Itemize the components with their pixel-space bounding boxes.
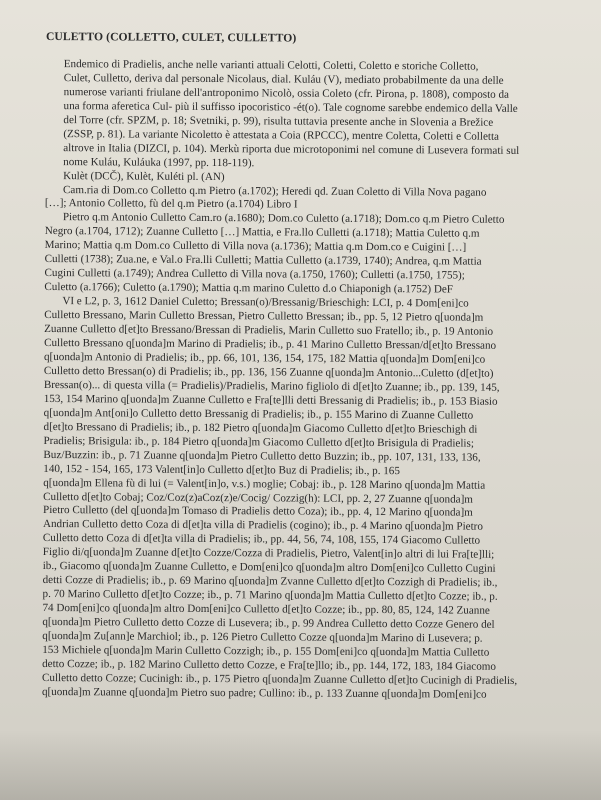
- page-shadow: [0, 730, 601, 800]
- text-line: d[et]to Bressano di Pradielis; ib., p. 182 Pietro q[uonda]m Giacomo Culletto d[et]to Brieschigh di: [43, 420, 478, 436]
- text-line: Culletto d[et]to Cobaj; Coz/Coz(z)aCoz(z)e/Cocig/ Cozzig(h): LCI, pp. 2, 27 Zuanne q[uonda]m: [43, 490, 473, 506]
- text-line: Cam.ria di Dom.co Colletto q.m Pietro (a.1702); Heredi qd. Zuan Coletto di Villa Nova pagano: [62, 183, 487, 199]
- text-line: detti Cozze di Pradielis; ib., p. 69 Marino q[uonda]m Zvanne Culletto d[et]to Cozzigh di Pradielis; ib.,: [42, 574, 498, 589]
- intro-line: una forma aferetica Cul- più il suffisso ipocoristico -ét(o). Tale cognome sarebbe endemico della Valle: [63, 99, 518, 115]
- attestations-paragraph: [42, 170, 565, 703]
- text-line: Pradielis; Brisigula: ib., p. 184 Pietro q[uonda]m Giacomo Culletto d[et]to Brisigula di Pradielis;: [43, 434, 474, 450]
- dictionary-entry: [42, 30, 566, 703]
- text-line: 74 Dom[eni]co q[uonda]m altro Dom[eni]co Culletto d[et]to Cozze; ib., pp. 80, 85, 124, 142 Zuanne: [42, 602, 490, 617]
- entry-heading: CULETTO (COLLETTO, CULET, CULLETTO): [45, 30, 297, 45]
- intro-line: Endemico di Pradielis, anche nelle varianti attuali Celotti, Coletti, Coletto e storiche Colletto,: [63, 58, 479, 73]
- text-line: p. 70 Marino Culletto d[et]to Cozze; ib., p. 71 Marino q[uonda]m Mattia Culletto d[et]to Cozze; ib., p.: [42, 588, 498, 603]
- text-line: Figlio di/q[uonda]m Zuanne d[et]to Cozze/Cozza di Pradielis, Pietro, Valent[in]o altri di lui Fra[te]lli;: [42, 546, 495, 562]
- text-line: q[uonda]m Ellena fù di lui (= Valent[in]o, v.s.) moglie; Cobaj: ib., p. 128 Marino q[uonda]m Mattia: [43, 476, 486, 492]
- intro-line: del Torre (cfr. SPZM, p. 18; Svetniki, p. 99), risulta tuttavia presente anche in Slovenia a Brežice: [63, 113, 494, 129]
- text-line: q[uonda]m Pietro Culletto detto Cozze di Lusevera; ib., p. 99 Andrea Culletto detto Cozze Genero del: [42, 616, 495, 631]
- text-line: Culletto detto Bressan(o) di Pradielis; ib., pp. 136, 156 Zuanne q[uonda]m Antonio...Culetto (d[et]to): [43, 364, 494, 380]
- text-line: q[uonda]m Ant[oni]o Culletto detto Bressanig di Pradielis; ib., p. 155 Marino di Zuanne Culletto: [43, 406, 474, 422]
- text-line: Cugini Culletti (a.1749); Andrea Culletto di Villa nova (a.1750, 1760); Culletti (a.1750, 1755);: [44, 267, 465, 282]
- intro-line: numerose varianti friulane dell'antroponimo Nicolò, ossia Coleto (cfr. Pirona, p. 1808), composto da: [63, 85, 509, 101]
- text-line: Negro (a.1704, 1712); Zuanne Culletto […] Mattia, e Fra.llo Culletti (a.1718); Mattia Culetto q.m: [44, 225, 480, 241]
- text-line: Andrian Culletto detto Coza di d[et]ta villa di Pradielis (cogino); ib., p. 4 Marino q[uonda]m Pietro: [42, 518, 483, 534]
- text-line: VI e L2, p. 3, 1612 Daniel Culetto; Bressan(o)/Bressanig/Brieschigh: LCI, p. 4 Dom[eni]co: [62, 295, 469, 310]
- text-line: Culletti (1738); Zua.ne, e Val.o Fra.lli Culletti; Mattia Culletto (a.1739, 1740); Andrea, q.m Mattia: [44, 253, 482, 268]
- text-line: detto Cozze; ib., p. 182 Marino Culletto detto Cozze, e Fra[te]llo; ib., pp. 144, 172, 183, 184 Giacomo: [42, 657, 496, 673]
- text-line: q[uonda]m Zu[ann]e Marchiol; ib., p. 126 Pietro Culletto Cozze q[uonda]m Marino di Lusevera; p.: [42, 630, 483, 645]
- text-line: Culletto Bressano, Marin Culletto Bressan, Pietro Culletto Bressan; ib., pp. 5, 12 Pietro q[uonda]m: [44, 309, 484, 324]
- text-line: ib., Giacomo q[uonda]m Zuanne Culletto, e Dom[eni]co q[uonda]m altro Dom[eni]co Culletto Cugini: [42, 560, 496, 576]
- text-line: Culetto (a.1766); Culetto (a.1790); Mattia q.m marino Culetto d.o Chiaponigh (a.1752) DeF: [44, 281, 454, 296]
- intro-line: (ZSSP, p. 81). La variante Nicoletto è attestata a Coia (RPCCC), mentre Coletta, Coletti e Colletta: [63, 127, 500, 143]
- text-line: Pietro q.m Antonio Culletto Cam.ro (a.1680); Dom.co Culetto (a.1718); Dom.co q.m Pietro Culetto: [62, 211, 505, 227]
- text-line: 153 Michiele q[uonda]m Marin Culletto Cozzigh; ib., p. 155 Dom[eni]co q[uonda]m Mattia Culletto: [42, 643, 490, 659]
- text-line: Culletto detto Cozze; Cucinigh: ib., p. 175 Pietro q[uonda]m Zuanne Culletto d[et]to Cucinigh di Pradielis,: [42, 671, 518, 687]
- text-line: 153, 154 Marino q[uonda]m Zuanne Culletto e Fra[te]lli detti Bressanig di Pradielis; ib., p. 153 Biasio: [43, 392, 498, 408]
- text-line: 140, 152 - 154, 165, 173 Valent[in]o Culletto d[et]to Buz di Pradielis; ib., p. 165: [43, 462, 400, 477]
- text-line: Buz/Buzzin: ib., p. 71 Zuanne q[uonda]m Pietro Culletto detto Buzzin; ib., pp. 107, 131, 133, 136,: [43, 448, 481, 464]
- text-line: q[uonda]m Zuanne q[uonda]m Pietro suo padre; Cullino: ib., p. 133 Zuanne q[uonda]m Dom[eni]co: [41, 685, 487, 701]
- intro-line: nome Kuláu, Kuláuka (1997, pp. 118-119).: [63, 155, 255, 169]
- text-line: […]; Antonio Colletto, fù del q.m Pietro (a.1704) Libro I: [44, 197, 298, 212]
- text-line: Culletto Bressano q[uonda]m Marino di Pradielis; ib., p. 41 Marino Culletto Bressan/d[et]to Bressano: [44, 337, 497, 352]
- intro-line: altrove in Italia (DIZCI, p. 104). Merkù riporta due microtoponimi nel comune di Lusevera formati sul: [63, 141, 520, 157]
- text-line: Culletto detto Coza di d[et]ta villa di Pradielis; ib., pp. 44, 56, 74, 108, 155, 174 Giacomo Culletto: [42, 532, 481, 548]
- text-line: Kulèt (DCČ), Kulèt, Kuléti pl. (AN): [63, 169, 225, 183]
- text-line: Bressan(o)... di questa villa (= Pradielis)/Pradielis, Marino figliolo di d[et]to Zuanne; ib., pp. 139, 145,: [43, 378, 500, 394]
- text-line: q[uonda]m Antonio di Pradielis; ib., pp. 66, 101, 136, 154, 175, 182 Mattia q[uonda]m Dom[eni]co: [43, 350, 486, 366]
- text-line: Zuanne Culletto d[et]to Bressano/Bressan di Pradielis, Marin Culletto suo Fratello; ib., p. 19 Antonio: [44, 323, 494, 338]
- text-line: Pietro Culletto (del q[uonda]m Tomaso di Pradielis detto Coza); ib., pp. 4, 12 Marino q[uonda]m: [43, 504, 473, 520]
- intro-line: Culet, Culletto, deriva dal personale Nicolaus, dial. Kuláu (V), mediato probabilmente da una delle: [63, 72, 504, 87]
- intro-paragraph: [45, 58, 566, 173]
- text-line: Marino; Mattia q.m Dom.co Culletto di Villa nova (a.1736); Mattia q.m Dom.co e Cuigini […]: [44, 239, 467, 254]
